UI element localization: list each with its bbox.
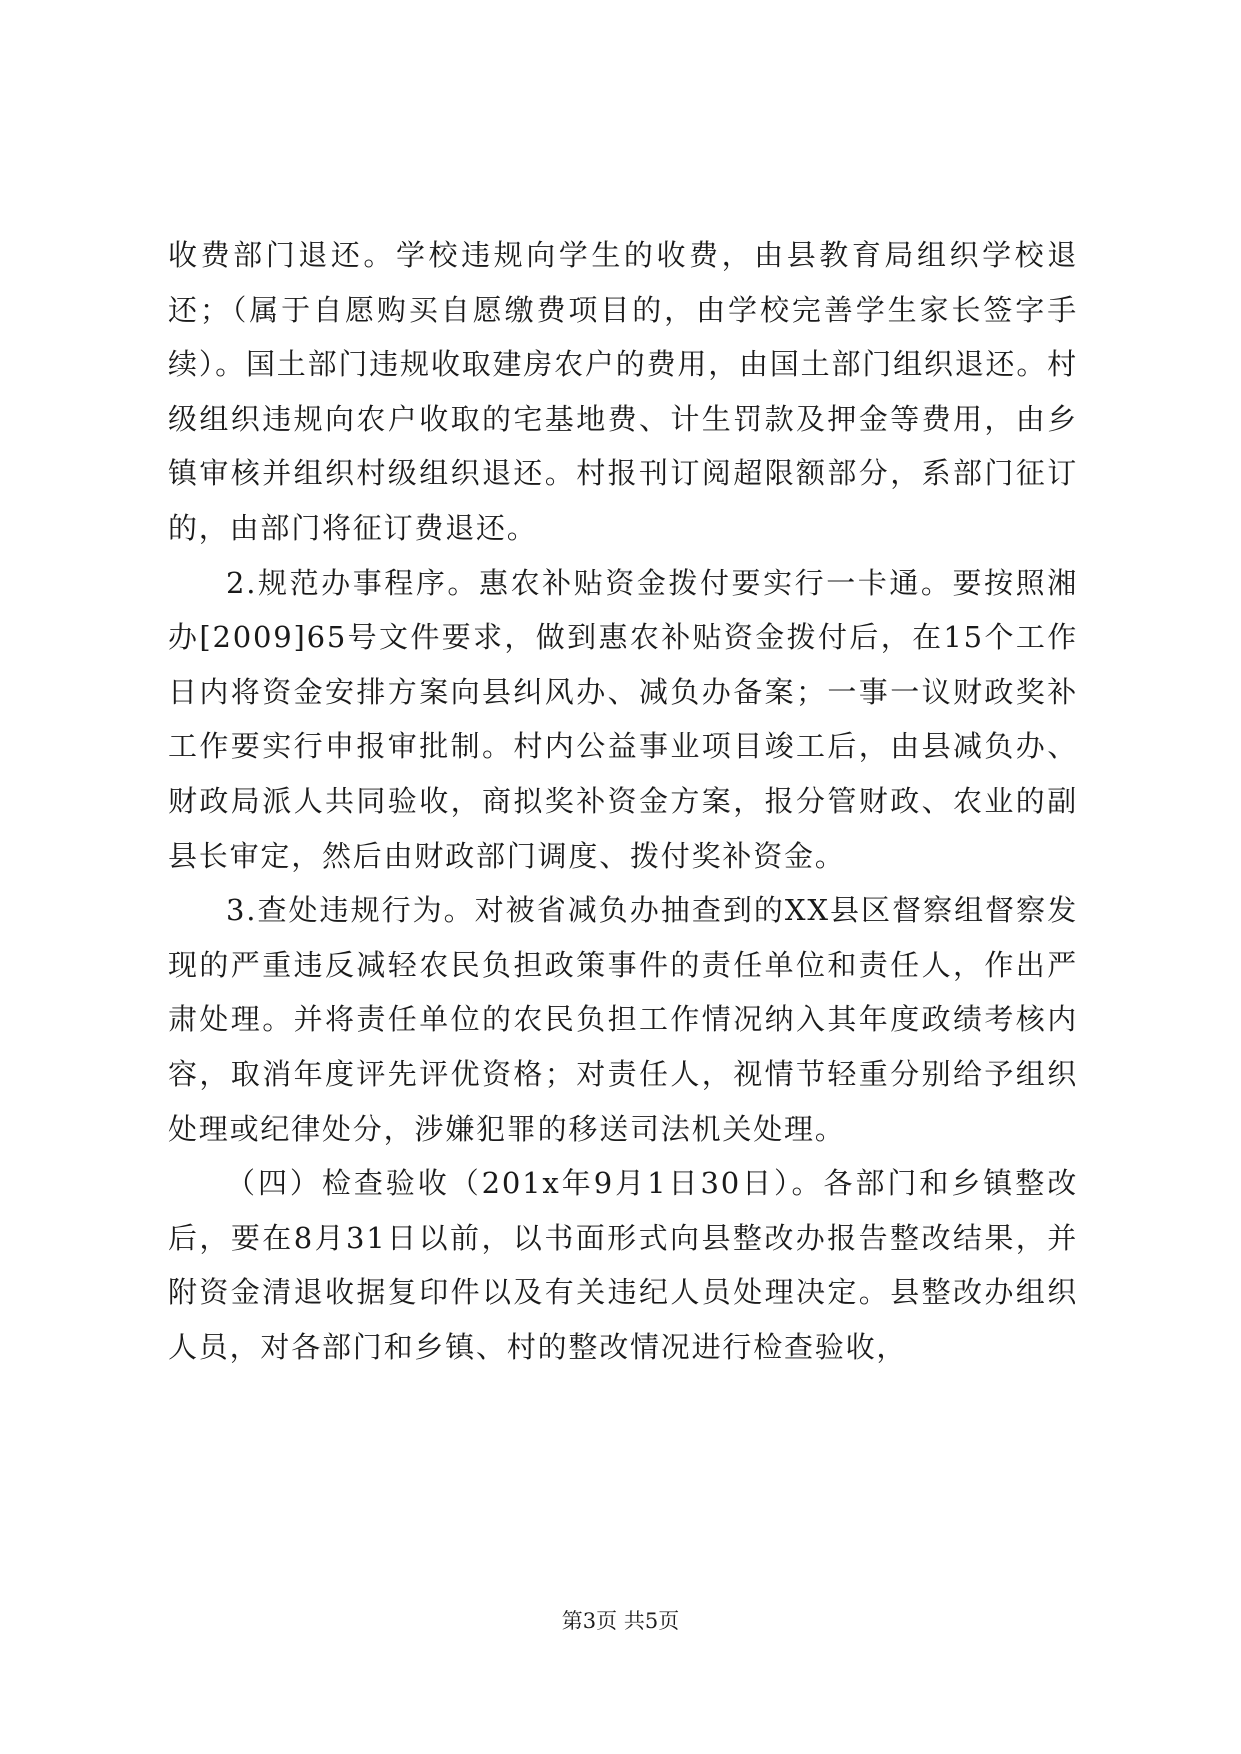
paragraph-3: 3.查处违规行为。对被省减负办抽查到的XX县区督察组督察发现的严重违反减轻农民负担政策事件的责任单位和责任人，作出严肃处理。并将责任单位的农民负担工作情况纳入其年度政绩考核内容，取消年度评先评优资格；对责任人，视情节轻重分别给予组织处理或纪律处分，涉嫌犯罪的移送司法机关处理。	[168, 893, 1078, 1146]
body-text	[168, 228, 1078, 1374]
paragraph-1: 收费部门退还。学校违规向学生的收费，由县教育局组织学校退还；（属于自愿购买自愿缴费项目的，由学校完善学生家长签字手续）。国土部门违规收取建房农户的费用，由国土部门组织退还。村级组织违规向农户收取的宅基地费、计生罚款及押金等费用，由乡镇审核并组织村级组织退还。村报刊订阅超限额部分，系部门征订的，由部门将征订费退还。	[168, 238, 1078, 545]
paragraph-4: （四）检查验收（201x年9月1日30日）。各部门和乡镇整改后，要在8月31日以前，以书面形式向县整改办报告整改结果，并附资金清退收据复印件以及有关违纪人员处理决定。县整改办组织人员，对各部门和乡镇、村的整改情况进行检查验收，	[168, 1166, 1078, 1364]
page-footer	[0, 1605, 1241, 1635]
paragraph-2: 2.规范办事程序。惠农补贴资金拨付要实行一卡通。要按照湘办[2009]65号文件要求，做到惠农补贴资金拨付后，在15个工作日内将资金安排方案向县纠风办、减负办备案；一事一议财政奖补工作要实行申报审批制。村内公益事业项目竣工后，由县减负办、财政局派人共同验收，商拟奖补资金方案，报分管财政、农业的副县长审定，然后由财政部门调度、拨付奖补资金。	[168, 565, 1078, 873]
page-number: 第3页 共5页	[561, 1609, 680, 1633]
